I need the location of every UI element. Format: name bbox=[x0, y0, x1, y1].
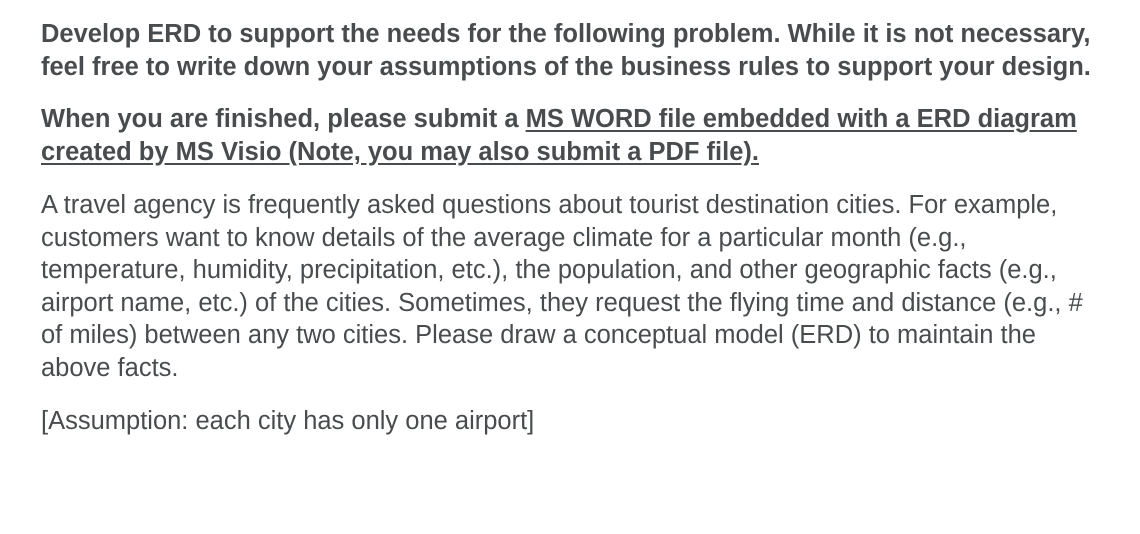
problem-description: A travel agency is frequently asked questions about tourist destination cities. For example, customers want to know details of the average climate for a particular month (e.g., temperature, humidity, precipitation, etc.), the population, and other geographic facts (e.g., airport name, etc.) of the cities. Sometimes, they request the flying time and distance (e.g., # of miles) between any two cities. Please draw a conceptual model (ERD) to maintain the above facts. bbox=[41, 191, 1083, 382]
assumption-note: [Assumption: each city has only one airport] bbox=[41, 407, 535, 435]
submission-instructions bbox=[41, 103, 1100, 168]
submission-prefix: When you are finished, please submit a bbox=[41, 105, 526, 133]
instructions-intro: Develop ERD to support the needs for the following problem. While it is not necessary, feel free to write down your assumptions of the business rules to support your design. bbox=[41, 20, 1091, 81]
submission-format-requirement: MS WORD file embedded with a ERD diagram created by MS Visio (Note, you may also submit a PDF file). bbox=[41, 105, 1077, 166]
